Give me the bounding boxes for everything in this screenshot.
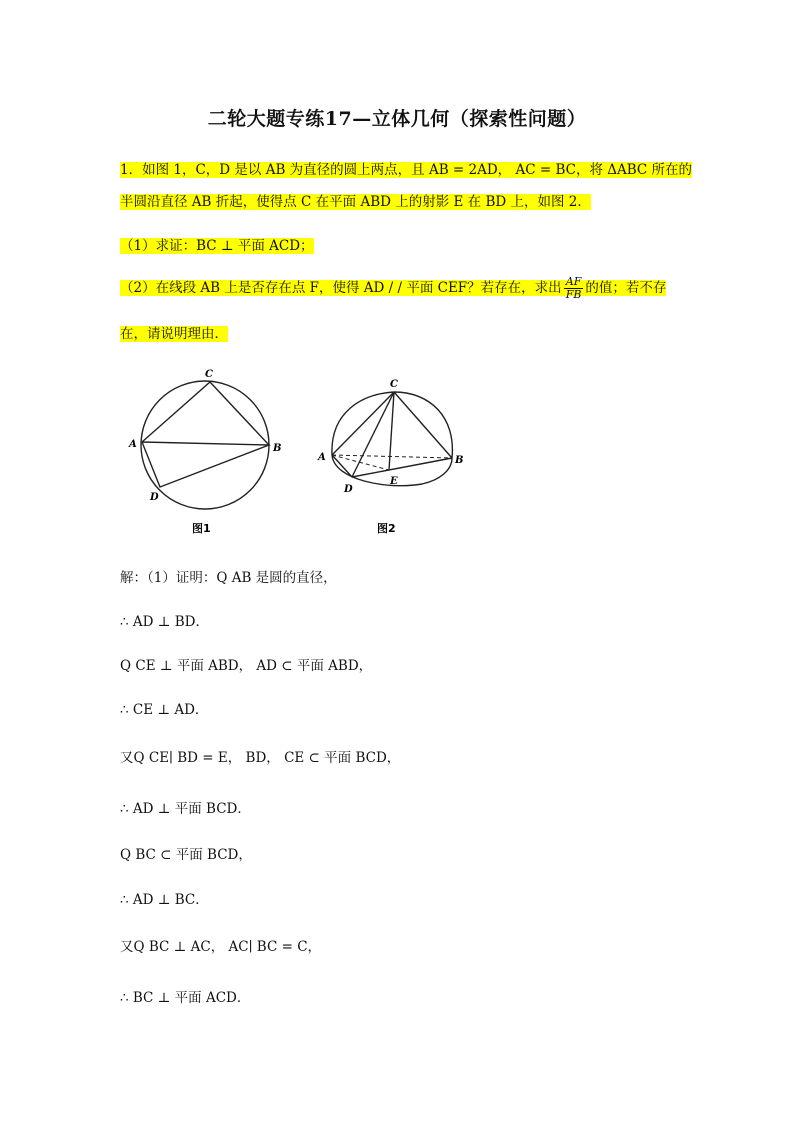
part2-text-a: （2）在线段 AB 上是否存在点 F，使得 AD / / 平面 CEF？若存在，求出 [120, 280, 562, 296]
fig2-line-ad [332, 455, 352, 477]
fig2-line-ac [332, 392, 394, 455]
fig2-caption: 图2 [377, 522, 396, 535]
fraction-numerator: AF [564, 276, 584, 289]
fig2-label-c: C [390, 379, 398, 390]
fig2-label-d: D [344, 484, 353, 495]
fig2-line-ae [332, 455, 389, 470]
part2-highlight [120, 275, 667, 301]
figure-1 [120, 360, 300, 545]
fig1-triangle-adb [142, 442, 269, 487]
problem-line-1 [120, 158, 692, 178]
fig2-label-e: E [390, 476, 398, 487]
problem-part-2-cont [120, 322, 228, 342]
figure-2 [312, 372, 472, 547]
solution-line-6: ∴ AD ⊥ 平面 BCD． [120, 801, 251, 817]
fig1-caption: 图1 [192, 522, 211, 535]
fig1-label-a: A [129, 439, 137, 450]
solution-line-2: ∴ AD ⊥ BD． [120, 614, 209, 630]
problem-text-2: 半圆沿直径 AB 折起，使得点 C 在平面 ABD 上的射影 E 在 BD 上，如图 2． [120, 194, 591, 210]
fig1-triangle-acb [142, 382, 269, 445]
solution-line-5: 又Q CE∣ BD = E， BD， CE ⊂ 平面 BCD， [120, 750, 401, 766]
problem-line-2 [120, 190, 591, 210]
solution-line-4: ∴ CE ⊥ AD． [120, 702, 209, 718]
fig1-label-c: C [205, 369, 213, 380]
solution-line-9: 又Q BC ⊥ AC， AC∣ BC = C， [120, 939, 322, 955]
problem-part-2 [120, 276, 666, 301]
solution-line-7: Q BC ⊂ 平面 BCD， [120, 847, 252, 863]
fig2-label-b: B [455, 455, 464, 466]
fraction-denominator: FB [565, 288, 582, 301]
part1-text: （1）求证：BC ⊥ 平面 ACD； [120, 238, 314, 254]
part2-text-c: 在，请说明理由． [120, 326, 228, 342]
fig2-label-a: A [318, 452, 326, 463]
problem-part-1 [120, 234, 314, 254]
solution-line-1: 解：（1）证明：Q AB 是圆的直径， [120, 570, 337, 586]
solution-line-3: Q CE ⊥ 平面 ABD， AD ⊂ 平面 ABD， [120, 658, 373, 674]
fraction-af-fb [564, 276, 584, 301]
solution-line-10: ∴ BC ⊥ 平面 ACD． [120, 990, 251, 1006]
fig2-line-cd [352, 392, 394, 477]
fig2-line-cb [394, 392, 452, 458]
problem-text-1: 1．如图 1，C，D 是以 AB 为直径的圆上两点，且 AB = 2AD， AC = BC，将 ΔABC 所在的 [120, 162, 693, 178]
fig2-line-db [352, 458, 452, 477]
fig1-label-b: B [273, 443, 282, 454]
solution-line-8: ∴ AD ⊥ BC． [120, 892, 209, 908]
fig1-label-d: D [150, 492, 159, 503]
page-title: 二轮大题专练17—立体几何（探索性问题） [207, 108, 587, 130]
part2-text-b: 的值；若不存 [585, 280, 667, 296]
fig2-line-ab [332, 455, 452, 458]
fig2-line-ce [389, 392, 394, 470]
